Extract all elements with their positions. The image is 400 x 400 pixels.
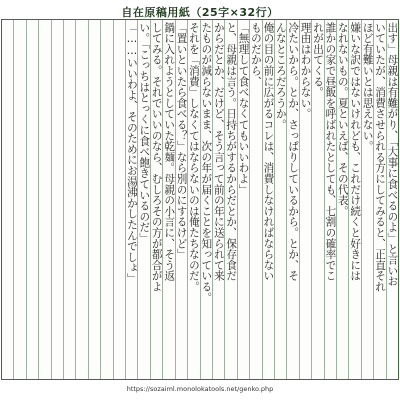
manuscript-paper <box>1 19 399 380</box>
column-text: 「置いといたら食べる？」なら別のにするけど」 <box>175 22 188 260</box>
manuscript-column-empty <box>63 20 75 379</box>
column-text: それを「消費」しなくてはならないのは俺たちなのだ。 <box>187 22 200 292</box>
manuscript-column-empty <box>38 20 50 379</box>
manuscript-column-empty <box>100 20 112 379</box>
column-text: たものが減らないまま、次の年が届くことを知っている。 <box>200 22 212 303</box>
column-text: 俺の目の前に広がるコレは、消費しなければならない <box>262 22 274 282</box>
manuscript-column <box>237 20 249 379</box>
manuscript-column <box>175 20 187 379</box>
manuscript-column-empty <box>2 20 13 379</box>
column-text: なれないもの。夏といえば、その代表。 <box>336 22 349 217</box>
manuscript-column <box>262 20 274 379</box>
manuscript-column-empty <box>88 20 100 379</box>
page-title: 自在原稿用紙（25字×32行） <box>121 6 279 19</box>
column-text: 出す」母親は有難がり、「大事に食べるのよ」と言いお <box>386 22 398 287</box>
column-text: いていたが、消費させられる方にしてみると、正直それ <box>374 22 386 292</box>
manuscript-column <box>212 20 224 379</box>
manuscript-column <box>324 20 336 379</box>
column-text: 嫌いな訳ではないけれども、これだけ続くと好きには <box>349 22 361 282</box>
manuscript-column <box>299 20 311 379</box>
column-text: 鍋に入れようとしていた乾麺。母親の小言に、そう返 <box>163 22 175 282</box>
source-url: https://sozaiml.monolokatools.net/genko.php <box>126 385 274 393</box>
manuscript-column-empty <box>51 20 63 379</box>
column-text: ほど有難いとは思えない。 <box>361 22 374 152</box>
manuscript-column-empty <box>13 20 25 379</box>
manuscript-column <box>361 20 373 379</box>
column-text: ものだから、 <box>249 22 262 87</box>
column-text: 「無理して食べなくてもいいわよ」 <box>237 22 250 195</box>
manuscript-column-empty <box>75 20 87 379</box>
column-text: い。「こっちはとっくに食べ飽きているのだ」 <box>138 22 150 244</box>
column-text: 冷たいから。とか、さっぱりしているから。とか、そ <box>287 22 299 282</box>
column-text: と、母親は言う。日持ちがするからだとか、保存食だ <box>225 22 237 282</box>
manuscript-column <box>336 20 348 379</box>
manuscript-column <box>187 20 199 379</box>
manuscript-column <box>162 20 174 379</box>
manuscript-column <box>224 20 236 379</box>
column-text: れが出てくる。 <box>312 22 324 98</box>
manuscript-column <box>249 20 261 379</box>
manuscript-column <box>150 20 162 379</box>
manuscript-column <box>200 20 212 379</box>
column-text: 理由はわからない。 <box>299 22 312 120</box>
manuscript-column <box>311 20 323 379</box>
manuscript-column <box>348 20 360 379</box>
manuscript-column <box>286 20 298 379</box>
manuscript-column <box>386 20 398 379</box>
manuscript-column <box>137 20 149 379</box>
manuscript-column <box>274 20 286 379</box>
manuscript-column <box>125 20 137 379</box>
column-text: してみる。それでいいのなら、むしろその方が都合がよ <box>150 22 163 292</box>
column-text: 「……いいわよ、そのためにお湯沸かしたんでしょ」 <box>125 22 138 284</box>
column-text: んなところだろうか。 <box>274 22 287 130</box>
manuscript-column-empty <box>113 20 125 379</box>
column-text: 誰かの家で昼飯を呼ばれたとしても、七割の確率でこ <box>324 22 336 282</box>
column-text: からだとか、だけど、そう言って前の年に送られて来 <box>212 22 225 282</box>
manuscript-column <box>373 20 385 379</box>
manuscript-column-empty <box>26 20 38 379</box>
